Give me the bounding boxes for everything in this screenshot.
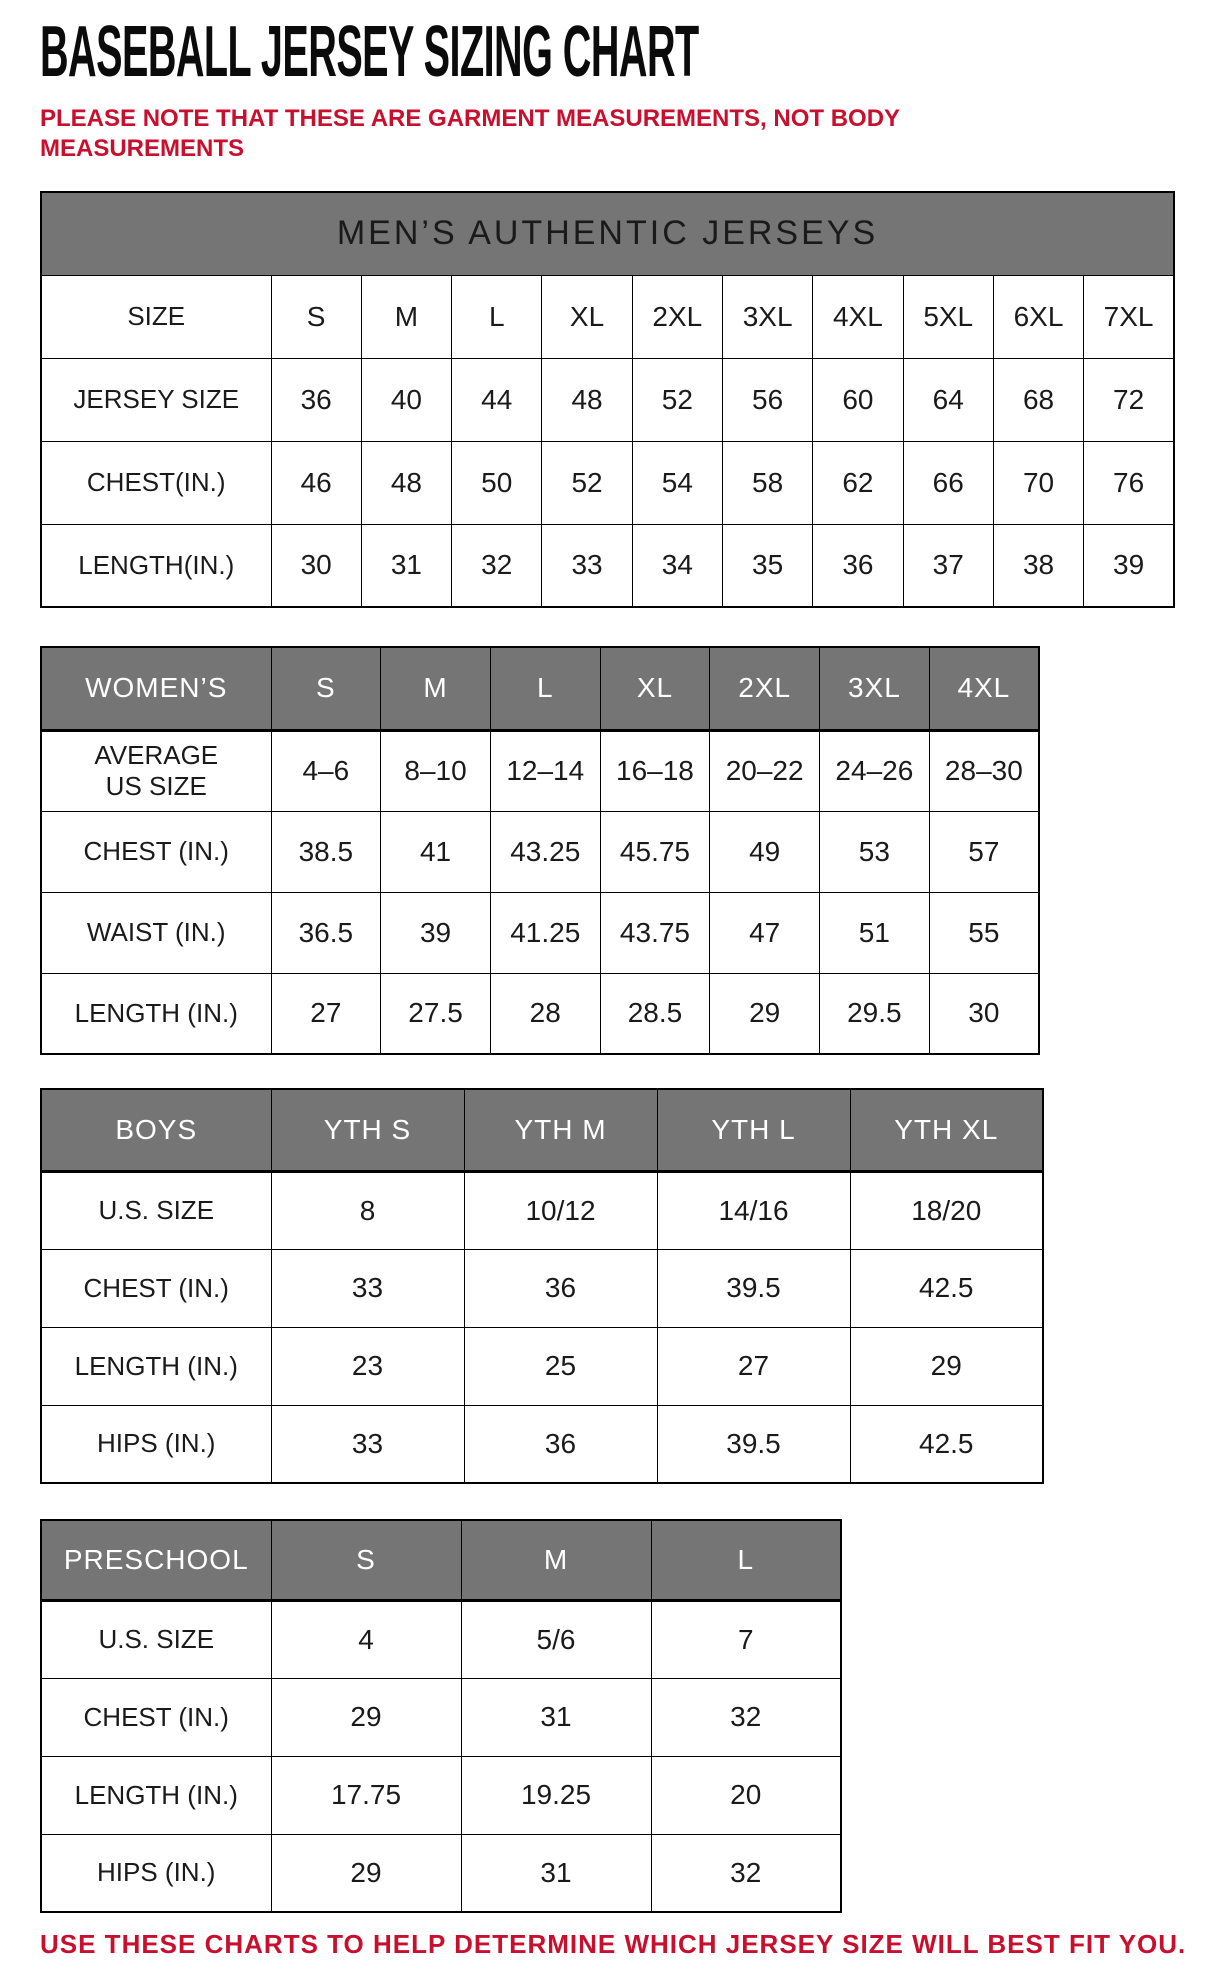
boys-value-cell: 27 — [657, 1327, 850, 1405]
boys-value-cell: 18/20 — [850, 1171, 1043, 1249]
mens-value-cell: 32 — [452, 524, 542, 607]
womens-value-cell: 51 — [820, 892, 930, 973]
mens-value-cell: 58 — [722, 441, 812, 524]
womens-column-header: 3XL — [820, 647, 930, 730]
womens-row-label-line: US SIZE — [105, 771, 207, 801]
womens-value-cell: 38.5 — [271, 811, 381, 892]
womens-value-cell: 30 — [929, 973, 1039, 1054]
mens-value-cell: 76 — [1084, 441, 1174, 524]
mens-sizing-table — [40, 191, 1175, 608]
preschool-row-label: HIPS (IN.) — [41, 1834, 271, 1912]
preschool-table-row — [41, 1834, 841, 1912]
womens-column-header: L — [490, 647, 600, 730]
preschool-value-cell: 32 — [651, 1834, 841, 1912]
mens-value-cell: XL — [542, 275, 632, 358]
preschool-table-row — [41, 1756, 841, 1834]
womens-value-cell: 12–14 — [490, 730, 600, 811]
garment-note-line-2: MEASUREMENTS — [40, 135, 245, 162]
preschool-row-label: CHEST (IN.) — [41, 1678, 271, 1756]
boys-value-cell: 8 — [271, 1171, 464, 1249]
boys-row-label: CHEST (IN.) — [41, 1249, 271, 1327]
womens-value-cell: 43.75 — [600, 892, 710, 973]
mens-value-cell: 4XL — [813, 275, 903, 358]
boys-value-cell: 25 — [464, 1327, 657, 1405]
mens-value-cell: 7XL — [1084, 275, 1174, 358]
mens-value-cell: S — [271, 275, 361, 358]
womens-value-cell: 29 — [710, 973, 820, 1054]
womens-value-cell: 49 — [710, 811, 820, 892]
boys-column-header: YTH L — [657, 1089, 850, 1171]
womens-value-cell: 29.5 — [820, 973, 930, 1054]
mens-value-cell: 34 — [632, 524, 722, 607]
preschool-value-cell: 4 — [271, 1600, 461, 1678]
boys-value-cell: 42.5 — [850, 1405, 1043, 1483]
preschool-value-cell: 31 — [461, 1834, 651, 1912]
mens-value-cell: 72 — [1084, 358, 1174, 441]
mens-value-cell: 6XL — [993, 275, 1083, 358]
womens-column-header: 2XL — [710, 647, 820, 730]
womens-value-cell: 4–6 — [271, 730, 381, 811]
garment-note-line-1: PLEASE NOTE THAT THESE ARE GARMENT MEASUREMENTS, NOT BODY — [40, 105, 901, 132]
footer-note: USE THESE CHARTS TO HELP DETERMINE WHICH JERSEY SIZE WILL BEST FIT YOU. — [40, 1929, 1187, 1959]
womens-table-row — [41, 811, 1039, 892]
boys-table-row — [41, 1249, 1043, 1327]
mens-value-cell: 33 — [542, 524, 632, 607]
mens-value-cell: 36 — [813, 524, 903, 607]
boys-value-cell: 33 — [271, 1249, 464, 1327]
mens-value-cell: 54 — [632, 441, 722, 524]
boys-value-cell: 36 — [464, 1405, 657, 1483]
womens-column-header: M — [381, 647, 491, 730]
womens-value-cell: 43.25 — [490, 811, 600, 892]
womens-value-cell: 39 — [381, 892, 491, 973]
boys-sizing-table — [40, 1088, 1044, 1484]
mens-value-cell: 62 — [813, 441, 903, 524]
mens-value-cell: 48 — [542, 358, 632, 441]
mens-value-cell: 31 — [361, 524, 451, 607]
boys-value-cell: 23 — [271, 1327, 464, 1405]
mens-value-cell: 52 — [542, 441, 632, 524]
preschool-value-cell: 29 — [271, 1834, 461, 1912]
mens-table-row — [41, 358, 1174, 441]
womens-table-row — [41, 730, 1039, 811]
womens-column-header: XL — [600, 647, 710, 730]
womens-value-cell: 41.25 — [490, 892, 600, 973]
womens-table-row — [41, 973, 1039, 1054]
womens-value-cell: 41 — [381, 811, 491, 892]
womens-value-cell: 57 — [929, 811, 1039, 892]
womens-row-label-line: AVERAGE — [94, 740, 219, 770]
mens-table-row — [41, 275, 1174, 358]
preschool-value-cell: 5/6 — [461, 1600, 651, 1678]
boys-value-cell: 39.5 — [657, 1249, 850, 1327]
boys-value-cell: 42.5 — [850, 1249, 1043, 1327]
womens-column-header: 4XL — [929, 647, 1039, 730]
womens-row-label: WAIST (IN.) — [41, 892, 271, 973]
womens-value-cell: 45.75 — [600, 811, 710, 892]
boys-value-cell: 39.5 — [657, 1405, 850, 1483]
boys-row-label: HIPS (IN.) — [41, 1405, 271, 1483]
mens-table-banner: MEN’S AUTHENTIC JERSEYS — [41, 192, 1174, 275]
mens-value-cell: 64 — [903, 358, 993, 441]
mens-row-label: CHEST(IN.) — [41, 441, 271, 524]
boys-table-row — [41, 1327, 1043, 1405]
mens-value-cell: 37 — [903, 524, 993, 607]
womens-value-cell: 28 — [490, 973, 600, 1054]
womens-column-header: S — [271, 647, 381, 730]
womens-sizing-table — [40, 646, 1040, 1055]
womens-value-cell: 20–22 — [710, 730, 820, 811]
womens-value-cell: 36.5 — [271, 892, 381, 973]
mens-value-cell: 60 — [813, 358, 903, 441]
preschool-row-label: U.S. SIZE — [41, 1600, 271, 1678]
mens-row-label: LENGTH(IN.) — [41, 524, 271, 607]
preschool-value-cell: 17.75 — [271, 1756, 461, 1834]
boys-value-cell: 14/16 — [657, 1171, 850, 1249]
preschool-table-row — [41, 1600, 841, 1678]
boys-header-label: BOYS — [41, 1089, 271, 1171]
boys-table-row — [41, 1171, 1043, 1249]
mens-value-cell: 5XL — [903, 275, 993, 358]
boys-column-header: YTH M — [464, 1089, 657, 1171]
mens-value-cell: 66 — [903, 441, 993, 524]
preschool-header-label: PRESCHOOL — [41, 1520, 271, 1600]
boys-value-cell: 33 — [271, 1405, 464, 1483]
womens-value-cell: 28.5 — [600, 973, 710, 1054]
preschool-value-cell: 19.25 — [461, 1756, 651, 1834]
mens-value-cell: 52 — [632, 358, 722, 441]
womens-header-label: WOMEN’S — [41, 647, 271, 730]
preschool-value-cell: 29 — [271, 1678, 461, 1756]
womens-row-label — [41, 730, 271, 811]
mens-value-cell: 30 — [271, 524, 361, 607]
mens-value-cell: 2XL — [632, 275, 722, 358]
preschool-column-header: M — [461, 1520, 651, 1600]
preschool-column-header: S — [271, 1520, 461, 1600]
mens-value-cell: 40 — [361, 358, 451, 441]
womens-value-cell: 53 — [820, 811, 930, 892]
mens-value-cell: 48 — [361, 441, 451, 524]
mens-value-cell: 36 — [271, 358, 361, 441]
preschool-value-cell: 20 — [651, 1756, 841, 1834]
mens-value-cell: M — [361, 275, 451, 358]
womens-value-cell: 27 — [271, 973, 381, 1054]
mens-value-cell: 38 — [993, 524, 1083, 607]
garment-measurements-note — [40, 104, 1200, 164]
womens-table-row — [41, 892, 1039, 973]
boys-value-cell: 36 — [464, 1249, 657, 1327]
boys-value-cell: 10/12 — [464, 1171, 657, 1249]
mens-row-label: JERSEY SIZE — [41, 358, 271, 441]
preschool-row-label: LENGTH (IN.) — [41, 1756, 271, 1834]
mens-table-row — [41, 441, 1174, 524]
preschool-sizing-table — [40, 1519, 842, 1913]
womens-value-cell: 47 — [710, 892, 820, 973]
mens-value-cell: 50 — [452, 441, 542, 524]
page-title: BASEBALL JERSEY SIZING CHART — [40, 12, 699, 92]
mens-table-row — [41, 524, 1174, 607]
womens-row-label: CHEST (IN.) — [41, 811, 271, 892]
womens-value-cell: 28–30 — [929, 730, 1039, 811]
mens-value-cell: L — [452, 275, 542, 358]
mens-value-cell: 39 — [1084, 524, 1174, 607]
mens-value-cell: 68 — [993, 358, 1083, 441]
mens-value-cell: 44 — [452, 358, 542, 441]
preschool-column-header: L — [651, 1520, 841, 1600]
mens-value-cell: 56 — [722, 358, 812, 441]
boys-table-row — [41, 1405, 1043, 1483]
mens-row-label: SIZE — [41, 275, 271, 358]
womens-value-cell: 55 — [929, 892, 1039, 973]
mens-value-cell: 35 — [722, 524, 812, 607]
boys-value-cell: 29 — [850, 1327, 1043, 1405]
womens-value-cell: 27.5 — [381, 973, 491, 1054]
boys-row-label: U.S. SIZE — [41, 1171, 271, 1249]
preschool-value-cell: 7 — [651, 1600, 841, 1678]
boys-row-label: LENGTH (IN.) — [41, 1327, 271, 1405]
womens-value-cell: 24–26 — [820, 730, 930, 811]
womens-value-cell: 8–10 — [381, 730, 491, 811]
preschool-value-cell: 31 — [461, 1678, 651, 1756]
womens-value-cell: 16–18 — [600, 730, 710, 811]
preschool-table-row — [41, 1678, 841, 1756]
preschool-value-cell: 32 — [651, 1678, 841, 1756]
mens-value-cell: 3XL — [722, 275, 812, 358]
mens-value-cell: 46 — [271, 441, 361, 524]
boys-column-header: YTH XL — [850, 1089, 1043, 1171]
boys-column-header: YTH S — [271, 1089, 464, 1171]
womens-row-label: LENGTH (IN.) — [41, 973, 271, 1054]
mens-value-cell: 70 — [993, 441, 1083, 524]
